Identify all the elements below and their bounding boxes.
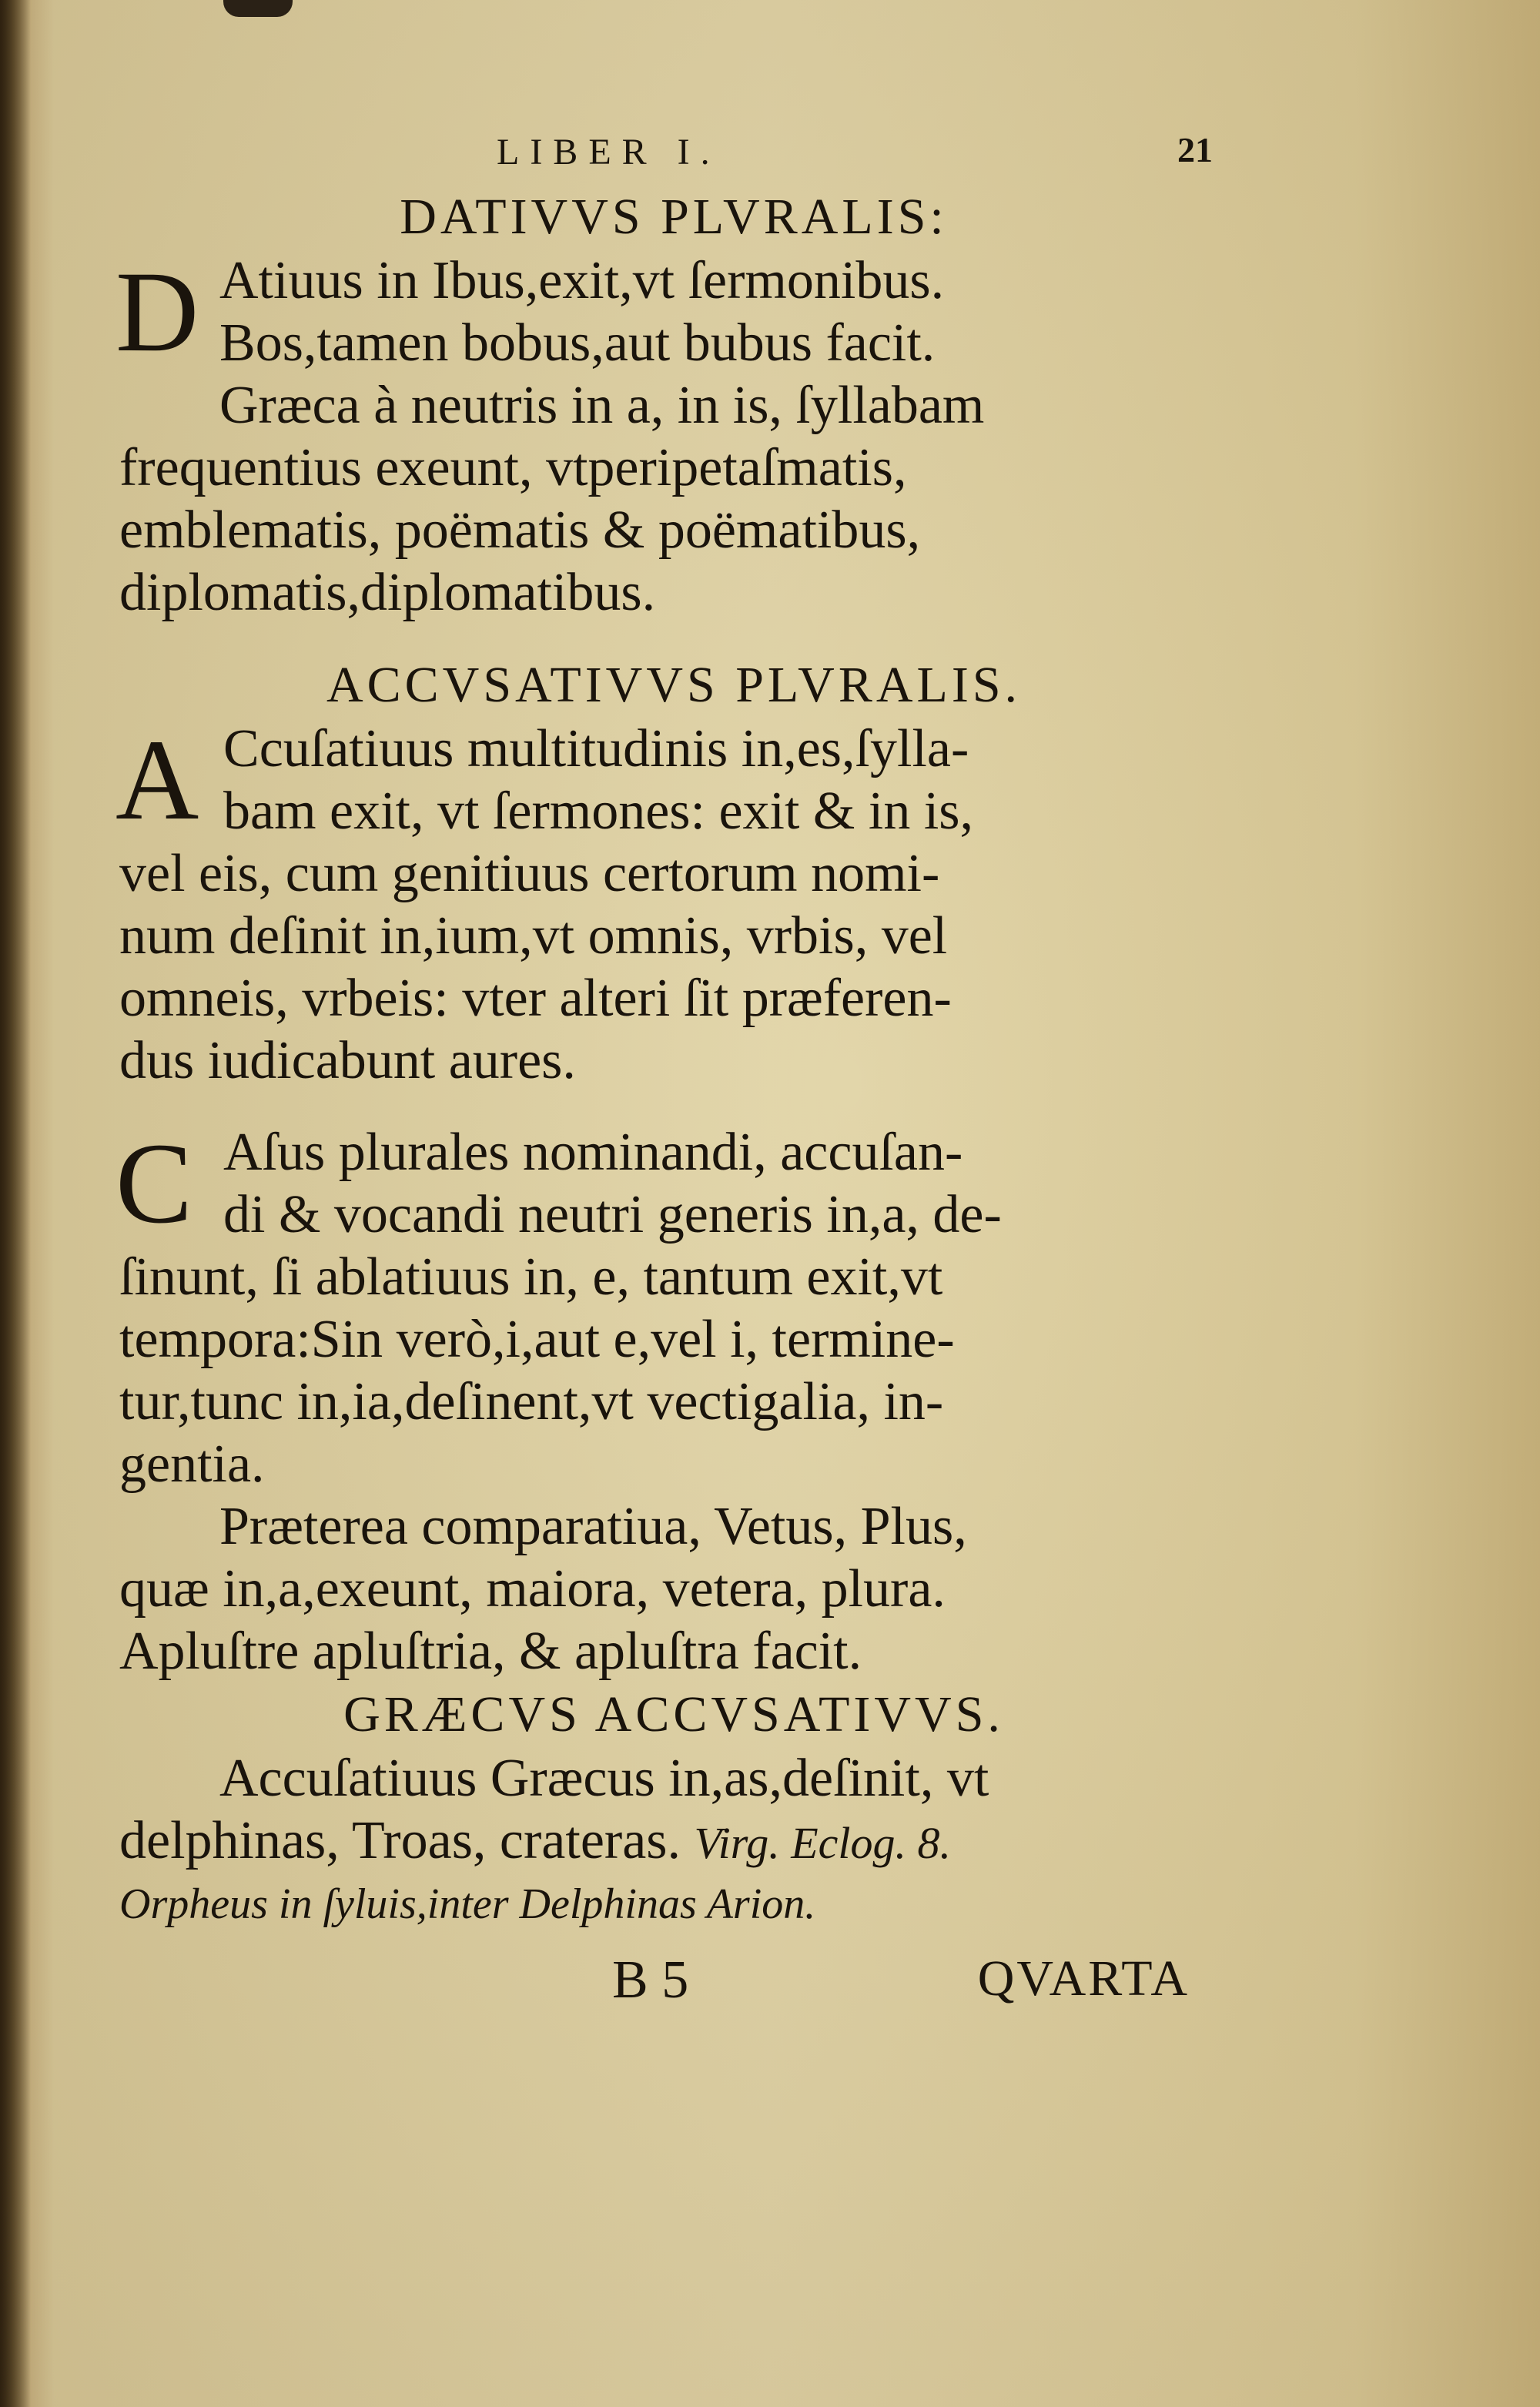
- text-line: quæ in,a,exeunt, maiora, vetera, plura.: [119, 1559, 946, 1619]
- text-line: ſinunt, ſi ablatiuus in, e, tantum exit,vt: [119, 1247, 943, 1307]
- text-fragment: delphinas, Troas, crateras.: [119, 1811, 681, 1870]
- text-line: Accuſatiuus Græcus in,as,deſinit, vt: [219, 1749, 989, 1808]
- heading-accusativus: ACCVSATIVVS PLVRALIS.: [326, 657, 1022, 713]
- text-line: tur,tunc in,ia,deſinent,vt vectigalia, in-: [119, 1372, 944, 1431]
- text-line: Præterea comparatiua, Vetus, Plus,: [219, 1497, 967, 1556]
- ink-blot: [223, 0, 293, 17]
- signature-mark: B 5: [612, 1950, 689, 2010]
- text-line: Bos,tamen bobus,aut bubus facit.: [219, 313, 936, 373]
- heading-dativus: DATIVVS PLVRALIS:: [400, 189, 948, 245]
- paragraph-praeterea: [119, 1495, 1228, 1682]
- paragraph-dativus: [116, 248, 1228, 624]
- text-line: omneis, vrbeis: vter alteri ſit præferen-: [119, 969, 952, 1028]
- text-line: vel eis, cum genitiuus certorum nomi-: [119, 844, 940, 903]
- text-line: [119, 1809, 1228, 1874]
- catchline: [119, 1942, 1228, 2019]
- running-head: [119, 115, 1228, 185]
- text-line: Græca à neutris in a, in is, ſyllabam: [219, 376, 985, 435]
- text-line: Atiuus in Ibus,exit,vt ſermonibus.: [219, 251, 945, 310]
- text-line: bam exit, vt ſermones: exit & in is,: [223, 782, 974, 841]
- text-line: emblematis, poëmatis & poëmatibus,: [119, 500, 921, 560]
- text-line: frequentius exeunt, vtperipetaſmatis,: [119, 438, 907, 497]
- text-line: tempora:Sin verò,i,aut e,vel i, termine-: [119, 1310, 955, 1369]
- page-number: 21: [1177, 130, 1213, 169]
- drop-cap: C: [116, 1120, 193, 1247]
- citation: Virg. Eclog. 8.: [694, 1818, 951, 1868]
- heading-graecus: GRÆCVS ACCVSATIVVS.: [343, 1686, 1004, 1742]
- text-line: num deſinit in,ium,vt omnis, vrbis, vel: [119, 906, 948, 966]
- quotation: Orpheus in ſyluis,inter Delphinas Arion.: [119, 1880, 816, 1928]
- paragraph-casus: [116, 1120, 1228, 1495]
- drop-cap: A: [116, 716, 199, 844]
- paragraph-graecus: [119, 1747, 1228, 1934]
- text-line: di & vocandi neutri generis in,a, de-: [223, 1185, 1002, 1244]
- drop-cap: D: [116, 248, 199, 376]
- text-line: Apluſtre apluſtria, & apluſtra facit.: [119, 1622, 862, 1681]
- text-line: Aſus plurales nominandi, accuſan-: [223, 1123, 963, 1182]
- paragraph-accusativus: [116, 716, 1228, 1092]
- text-block: [116, 115, 1228, 2019]
- text-line: Ccuſatiuus multitudinis in,es,ſylla-: [223, 719, 969, 778]
- catchword: QVARTA: [977, 1950, 1190, 2007]
- text-line: diplomatis,diplomatibus.: [119, 563, 656, 622]
- text-line: dus iudicabunt aures.: [119, 1031, 576, 1090]
- spine-shadow: [0, 0, 31, 2407]
- running-title: LIBER I.: [497, 132, 721, 172]
- text-line: gentia.: [119, 1434, 265, 1494]
